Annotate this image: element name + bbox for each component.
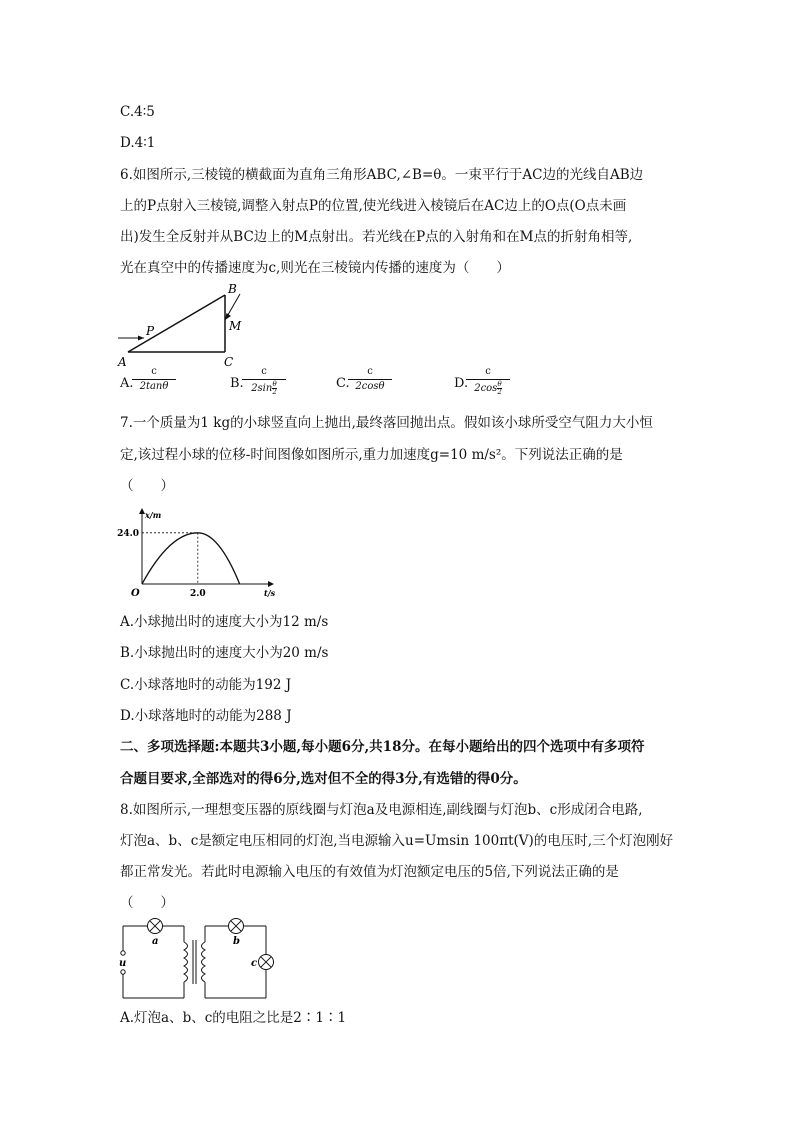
transformer-circuit-figure	[116, 916, 276, 1002]
source-label-u: u	[119, 958, 127, 969]
lamp-b-label: b	[233, 936, 240, 947]
lamp-b	[229, 919, 244, 934]
y-axis-label: x/m	[145, 510, 162, 520]
label-m: M	[229, 319, 242, 333]
q6-options: A. $\frac{c}{2\tan\theta}$ B. c 2sin $\frac{\theta}{2}$ C. $\frac{c}{2\cos\theta}$ D. c 2cos $\frac{\theta}{2}$	[120, 366, 680, 408]
q8-stem-line4: （ ）	[120, 895, 174, 911]
prism-figure	[116, 280, 266, 372]
primary-coil	[184, 942, 188, 982]
label-p: P	[146, 324, 155, 338]
section2-heading-line2: 合题目要求,全部选对的得6分,选对但不全的得3分,有选错的得0分。	[120, 771, 527, 787]
incident-ray-arrow	[138, 336, 144, 341]
q7-stem-line2: 定,该过程小球的位移-时间图像如图所示,重力加速度g=10 m/s²。下列说法正确的是	[120, 447, 623, 463]
lamp-c-label: c	[251, 958, 258, 969]
x-tick-label: 2.0	[189, 589, 206, 599]
section2-heading-line1: 二、多项选择题:本题共3小题,每小题6分,共18分。在每小题给出的四个选项中有多项符	[120, 739, 645, 755]
lamp-c	[259, 955, 274, 970]
q8-stem-line1: 8.如图所示,一理想变压器的原线圈与灯泡a及电源相连,副线圈与灯泡b、c形成闭合电路,	[120, 802, 643, 818]
q5-option-c: C.4∶5	[120, 104, 155, 120]
lamp-a	[148, 919, 163, 934]
x-axis-arrow	[268, 581, 274, 587]
q8-stem-line2: 灯泡a、b、c是额定电压相同的灯泡,当电源输入u=Umsin 100πt(V)的电压时,三个灯泡刚好	[120, 833, 674, 849]
q8-stem-line3: 都正常发光。若此时电源输入电压的有效值为灯泡额定电压的5倍,下列说法正确的是	[120, 864, 619, 880]
secondary-coil	[202, 942, 206, 982]
q7-option-d[interactable]: D.小球落地时的动能为288 J	[120, 708, 292, 724]
y-tick-label: 24.0	[117, 528, 139, 539]
q7-stem-line1: 7.一个质量为1 kg的小球竖直向上抛出,最终落回抛出点。假如该小球所受空气阻力大小恒	[120, 415, 653, 431]
q7-option-c[interactable]: C.小球落地时的动能为192 J	[120, 677, 292, 693]
q7-option-b[interactable]: B.小球抛出时的速度大小为20 m/s	[120, 645, 329, 661]
input-terminal-bottom	[121, 970, 125, 974]
displacement-time-chart	[116, 506, 276, 602]
label-c: C	[224, 355, 234, 369]
q5-option-d: D.4∶1	[120, 135, 156, 151]
q6-stem-line2: 上的P点射入三棱镜,调整入射点P的位置,使光线进入棱镜后在AC边上的O点(O点未画	[120, 198, 627, 214]
prism-side-ab	[128, 295, 225, 352]
q7-stem-line3: （ ）	[120, 478, 174, 494]
input-terminal-top	[121, 951, 125, 955]
q7-option-a[interactable]: A.小球抛出时的速度大小为12 m/s	[120, 614, 329, 630]
x-axis-label: t/s	[264, 588, 276, 598]
label-a: A	[118, 355, 127, 369]
q6-stem-line4: 光在真空中的传播速度为c,则光在三棱镜内传播的速度为（ ）	[120, 260, 510, 276]
label-b: B	[228, 282, 237, 296]
q6-stem-line3: 出)发生全反射并从BC边上的M点射出。若光线在P点的入射角和在M点的折射角相等,	[120, 229, 633, 245]
displacement-curve	[142, 533, 240, 584]
q6-stem-line1: 6.如图所示,三棱镜的横截面为直角三角形ABC,∠B=θ。一束平行于AC边的光线自AB边	[120, 167, 644, 183]
origin-label: O	[131, 588, 140, 599]
lamp-a-label: a	[152, 936, 159, 947]
q8-option-a[interactable]: A.灯泡a、b、c的电阻之比是2∶1∶1	[120, 1010, 347, 1026]
